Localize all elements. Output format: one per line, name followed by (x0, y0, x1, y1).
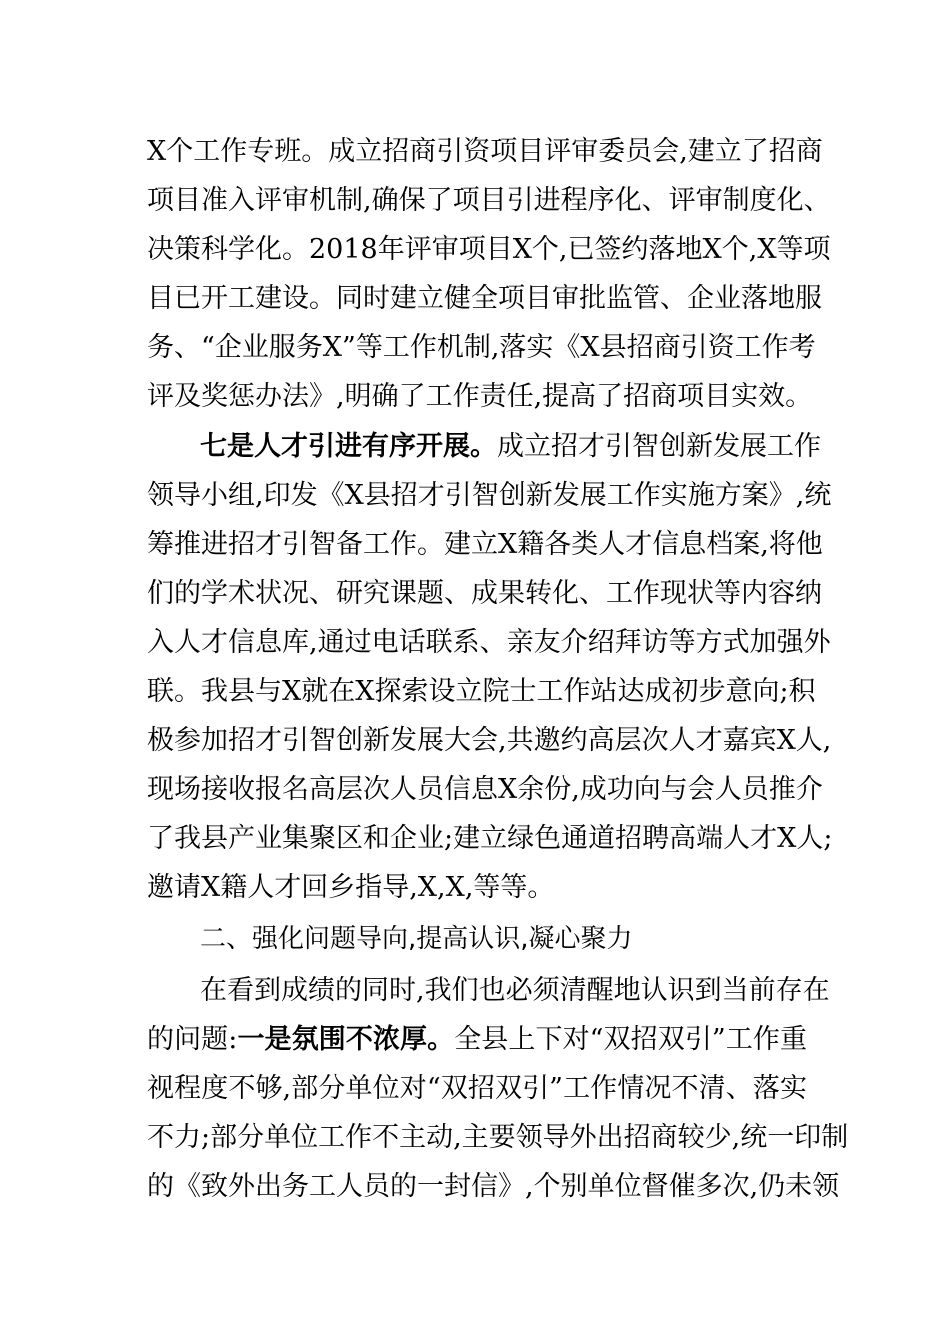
text-line: 评及奖惩办法》,明确了工作责任,提高了招商项目实效。 (147, 381, 813, 412)
paragraph-first-line (200, 430, 821, 464)
text-line: 们的学术状况、研究课题、成果转化、工作现状等内容纳 (147, 578, 822, 609)
text-line: 入人才信息库,通过电话联系、亲友介绍拜访等方式加强外 (147, 627, 831, 658)
text-line: 了我县产业集聚区和企业;建立绿色通道招聘高端人才X人; (147, 823, 833, 854)
text-line: 邀请X籍人才回乡指导,X,X,等等。 (147, 872, 555, 903)
text-line (147, 1023, 807, 1057)
text-line: 不力;部分单位工作不主动,主要领导外出招商较少,统一印制 (147, 1122, 849, 1153)
text-line: 项目准入评审机制,确保了项目引进程序化、评审制度化、 (147, 185, 831, 216)
paragraph-lead-phrase: 七是人才引进有序开展。 (200, 431, 497, 462)
text-line: 现场接收报名高层次人员信息X余份,成功向与会人员推介 (147, 774, 823, 805)
text-line: 务、“企业服务X”等工作机制,落实《X县招商引资工作考 (147, 332, 816, 363)
text-line: 极参加招才引智创新发展大会,共邀约高层次人才嘉宾X人, (147, 725, 832, 756)
text-line: 筹推进招才引智备工作。建立X籍各类人才信息档案,将他 (147, 529, 823, 560)
paragraph-first-line: 在看到成绩的同时,我们也必须清醒地认识到当前存在 (200, 975, 830, 1006)
text-line: 目已开工建设。同时建立健全项目审批监管、企业落地服 (147, 283, 822, 314)
text-line: 领导小组,印发《X县招才引智创新发展工作实施方案》,统 (147, 480, 832, 511)
text-line: 决策科学化。2018年评审项目X个,已签约落地X个,X等项 (147, 234, 831, 265)
paragraph-lead-phrase: 一是氛围不浓厚。 (237, 1024, 455, 1055)
text-line: 联。我县与X就在X探索设立院士工作站达成初步意向;积 (147, 676, 816, 707)
section-heading: 二、强化问题导向,提高认识,凝心聚力 (200, 924, 633, 954)
text-line: 的《致外出务工人员的一封信》,个别单位督催多次,仍未领 (147, 1171, 840, 1202)
text-span: 的问题: (147, 1024, 238, 1055)
text-span: 成立招才引智创新发展工作 (497, 431, 821, 462)
text-line: X个工作专班。成立招商引资项目评审委员会,建立了招商 (147, 136, 823, 167)
text-span: 全县上下对“双招双引”工作重 (454, 1024, 807, 1055)
text-line: 视程度不够,部分单位对“双招双引”工作情况不清、落实 (147, 1073, 807, 1104)
